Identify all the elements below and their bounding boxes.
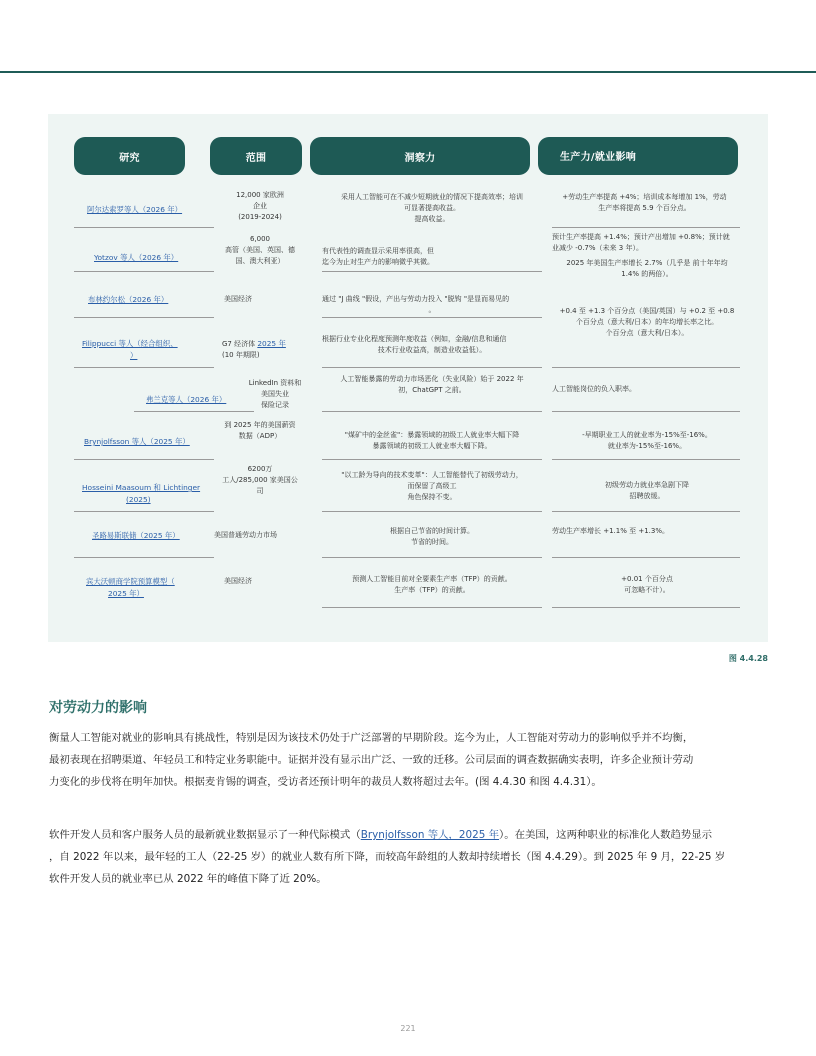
table-row (74, 320, 740, 368)
insight-line: 通过 "J 曲线 "假设，产出与劳动力投入 "脱钩 "是显而易见的 (322, 295, 510, 303)
paragraph-1 (49, 727, 773, 793)
page-number: 221 (400, 1024, 416, 1033)
row-divider (322, 411, 542, 412)
study-link[interactable]: Filippucci 等人（经合组织、 (82, 339, 178, 348)
scope-line: (10 年期限) (222, 350, 260, 359)
top-divider (0, 71, 816, 73)
row-divider (74, 367, 214, 368)
row-divider (552, 607, 740, 608)
insight-line: 角色保持不变。 (407, 492, 457, 501)
row-divider (552, 367, 740, 368)
row-divider (322, 459, 542, 460)
impact-line: 1.4% 的两倍）。 (621, 269, 673, 278)
row-divider (74, 557, 214, 558)
impact-line: 劳动生产率增长 +1.1% 至 +1.3%。 (552, 527, 669, 535)
row-divider (552, 411, 740, 412)
header-scope-label: 范围 (245, 152, 267, 164)
paragraph-line: 最初表现在招聘渠道、年轻员工和特定业务职能中。证据并没有显示出广泛、一致的迁移。公司层面的调查数据确实表明，许多企业预计劳动 (49, 754, 694, 766)
header-insight (310, 137, 530, 175)
row-divider (74, 511, 214, 512)
citation-link[interactable]: Brynjolfsson 等人，2025 年 (360, 829, 500, 841)
paragraph-line: 衡量人工智能对就业的影响具有挑战性，特别是因为该技术仍处于广泛部署的早期阶段。迄今为止，人工智能对劳动力的影响似乎并不均衡， (49, 732, 694, 744)
row-divider (134, 411, 254, 412)
row-divider (322, 607, 542, 608)
impact-line: 生产率将提高 5.9 个百分点。 (598, 203, 691, 212)
scope-line: 国、澳大利亚） (235, 256, 285, 265)
header-scope (210, 137, 302, 175)
impact-line: 2025 年美国生产率增长 2.7%（几乎是 前十年年均 (566, 258, 728, 267)
table-row (74, 516, 740, 558)
impact-line: 个百分点（意大利/日本）。 (605, 328, 689, 337)
row-divider (552, 511, 740, 512)
row-divider (74, 227, 214, 228)
scope-line: 企业 (253, 201, 267, 210)
insight-line: 迄今为止对生产力的影响微乎其微。 (322, 257, 434, 266)
insight-line: "煤矿中的金丝雀"：暴露领域的初级工人就业率大幅下降 (344, 431, 520, 439)
row-divider (74, 271, 214, 272)
insight-line: 生产率（TFP）的贡献。 (394, 585, 470, 594)
insight-line: 根据行业专业化程度预测年度收益（例如，金融/信息和通信 (322, 335, 507, 343)
header-study-label: 研究 (119, 152, 140, 164)
insight-line: 暴露领域的初级工人就业率大幅下降。 (372, 441, 492, 450)
impact-line: -早期职业工人的就业率为-15%至-16%。 (582, 431, 712, 439)
scope-line: 数据（ADP） (238, 431, 282, 440)
table-row (74, 230, 740, 278)
row-divider (322, 271, 542, 272)
row-divider (322, 511, 542, 512)
header-insight-label: 洞察力 (404, 152, 436, 164)
impact-line: 初级劳动力就业率急剧下降 (605, 481, 689, 489)
header-impact (538, 137, 738, 175)
insight-line: 技术行业收益高，制造业收益低）。 (377, 345, 487, 354)
study-link[interactable]: 阿尔达索罗等人（2026 年） (87, 205, 183, 214)
insight-line: "以工龄为导向的技术变革"：人工智能替代了初级劳动力， (341, 471, 523, 479)
impact-line: +劳动生产率提高 +4%；培训成本每增加 1%，劳动 (562, 193, 727, 201)
scope-line: 工人/285,000 家美国公 (222, 475, 298, 484)
table-row (74, 274, 740, 337)
header-study (74, 137, 185, 175)
scope-line: (2019-2024) (238, 212, 282, 221)
scope-line: 美国失业 (261, 389, 289, 398)
scope-line: 保险记录 (261, 400, 289, 409)
row-divider (322, 367, 542, 368)
impact-line: 预计生产率提高 +1.4%；预计产出增加 +0.8%；预计就 (552, 233, 730, 241)
comparison-table (48, 114, 768, 642)
insight-line: 提高收益。 (414, 214, 450, 223)
study-link[interactable]: (2025) (126, 494, 151, 504)
insight-line: 有代表性的调查显示采用率很高，但 (322, 247, 434, 255)
insight-line: 采用人工智能可在不减少短期就业的情况下提高效率；培训 (341, 193, 523, 201)
scope-line: 高管（美国、英国、德 (225, 245, 295, 254)
scope-line: 美国经济 (224, 295, 252, 303)
table-row (74, 370, 740, 412)
study-link[interactable]: Yotzov 等人（2026 年） (94, 253, 179, 262)
row-divider (552, 227, 740, 228)
table-row (74, 184, 740, 228)
paragraph-line: 力变化的步伐将在明年加快。根据麦肯锡的调查，受访者还预计明年的裁员人数将超过去年。(图 4.4.30 和图 4.4.31）。 (49, 776, 602, 788)
scope-line: 美国普通劳动力市场 (214, 531, 277, 539)
section-title: 对劳动力的影响 (49, 700, 147, 716)
impact-line: 就业率为-15%至-16%。 (607, 441, 687, 450)
row-divider (322, 557, 542, 558)
scope-link[interactable]: 2025 年 (257, 339, 286, 348)
paragraph-text: 软件开发人员和客户服务人员的最新就业数据显示了一种代际模式（ (49, 829, 361, 841)
paragraph-line (49, 824, 773, 846)
scope-line: G7 经济体 (222, 340, 258, 348)
scope-line: 12,000 家欧洲 (236, 191, 284, 199)
study-link[interactable]: Brynjolfsson 等人（2025 年） (84, 437, 190, 446)
paragraph-line: ，自 2022 年以来，最年轻的工人（22-25 岁）的就业人数有所下降，而较高年龄组的人数却持续增长（图 4.4.29）。到 2025 年 9 月，22-25 岁 (49, 851, 726, 863)
insight-line: 而保留了高级工 (407, 481, 457, 490)
scope-line: LinkedIn 资料和 (248, 379, 302, 387)
study-link[interactable]: 2025 年） (108, 588, 144, 598)
scope-line: 6,000 (249, 235, 271, 243)
study-link[interactable]: 宾大沃顿商学院预算模型（ (86, 577, 175, 586)
insight-line: 节省的时间。 (411, 537, 453, 546)
study-link[interactable]: 弗兰克等人（2026 年） (146, 395, 227, 404)
insight-line: 可显著提高收益。 (404, 203, 460, 212)
header-impact-label: 生产力/就业影响 (560, 152, 637, 163)
table-row (74, 462, 740, 512)
paragraph-2 (49, 824, 773, 890)
insight-line: 预测人工智能目前对全要素生产率（TFP）的贡献。 (352, 575, 512, 583)
impact-line: 业减少 -0.7%（未来 3 年）。 (552, 243, 643, 252)
row-divider (552, 557, 740, 558)
impact-line: +0.01 个百分点 (621, 575, 673, 583)
paragraph-text: ）。在美国，这两种职业的标准化人数趋势显示 (499, 829, 713, 841)
scope-line: 6200万 (247, 465, 273, 473)
insight-line: 。 (428, 305, 436, 314)
row-divider (322, 317, 542, 318)
study-link[interactable]: 圣路易斯联储（2025 年） (92, 531, 180, 540)
study-link[interactable]: ） (130, 350, 138, 360)
row-divider (74, 459, 214, 460)
row-divider (552, 459, 740, 460)
impact-line: 人工智能岗位的负入职率。 (552, 385, 636, 393)
figure-label: 图 4.4.28 (728, 654, 768, 663)
insight-line: 根据自己节省的时间计算。 (390, 527, 474, 535)
study-link[interactable]: Hosseini Maasoum 和 Lichtinger (82, 483, 201, 492)
table-row (74, 562, 740, 608)
scope-line: 司 (256, 486, 264, 495)
impact-line: 可忽略不计）。 (624, 585, 670, 594)
scope-line: 美国经济 (224, 577, 252, 585)
table-row (74, 416, 740, 460)
impact-line: +0.4 至 +1.3 个百分点（美国/英国）与 +0.2 至 +0.8 (559, 307, 735, 315)
impact-line: 个百分点（意大利/日本）的年均增长率之比。 (575, 317, 719, 326)
insight-line: 人工智能暴露的劳动力市场恶化（失业风险）始于 2022 年 (340, 375, 524, 383)
paragraph-line: 软件开发人员的就业率已从 2022 年的峰值下降了近 20%。 (49, 873, 327, 885)
study-link[interactable]: 布林约尔松（2026 年） (88, 295, 169, 304)
scope-line: 到 2025 年的美国薪资 (224, 421, 296, 429)
insight-line: 初，ChatGPT 之前。 (398, 385, 466, 394)
row-divider (74, 317, 214, 318)
impact-line: 招聘放缓。 (629, 491, 665, 500)
